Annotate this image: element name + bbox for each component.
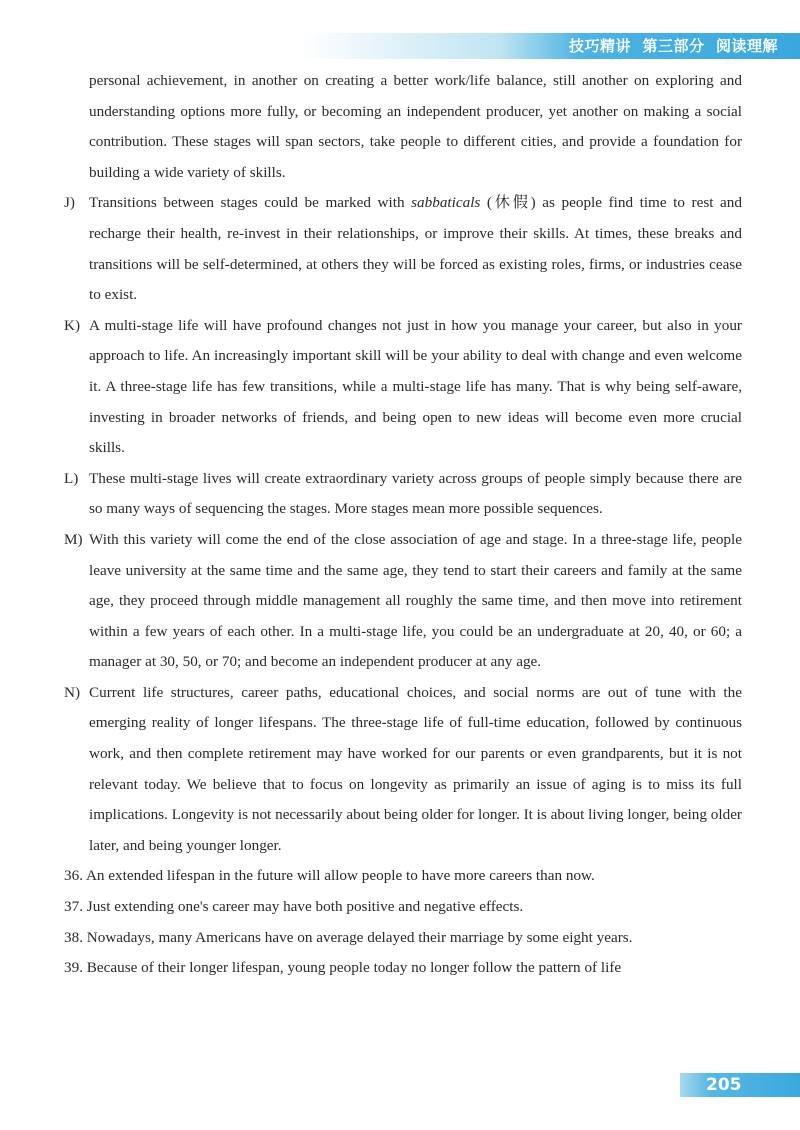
question-36 <box>64 861 742 892</box>
question-38 <box>64 923 742 954</box>
question-number: 36. <box>64 867 83 885</box>
paragraph-label: J) <box>64 194 75 212</box>
paragraph-label: N) <box>64 683 81 701</box>
paragraph-text: (休假) as people find time to rest and recharge their health, re-invest in their relationships, or improve their skills. At times, these breaks and transitions will be self-determined, at others they will be forced as existing roles, firms, or industries cease to exist. <box>89 194 742 304</box>
question-number: 37. <box>64 898 83 916</box>
page-number: 205 <box>706 1075 742 1095</box>
header-topic: 阅读理解 <box>715 37 778 55</box>
question-37 <box>64 892 742 923</box>
paragraph-label: K) <box>64 316 81 334</box>
paragraph-text: Current life structures, career paths, educational choices, and social norms are out of tune with the emerging reality of longer lifespans. The three-stage life of full-time education, followed by continuous work, and then complete retirement may have worked for our parents or even grandparents, but it is not relevant today. We believe that to focus on longevity as primarily an issue of aging is to miss its full implications. Longevity is not necessarily about being older for longer. It is about living longer, being older later, and being younger longer. <box>89 683 742 854</box>
paragraph-text: With this variety will come the end of the close association of age and stage. In a three-stage life, people leave university at the same time and the same age, they tend to start their careers and family at the same age, they proceed through middle management all roughly the same time, and then move into retirement within a few years of each other. In a multi-stage life, you could be an undergraduate at 20, 40, or 60; a manager at 30, 50, or 70; and become an independent producer at any age. <box>89 530 742 671</box>
paragraph-j <box>64 188 742 310</box>
section-header <box>569 33 778 59</box>
question-text: Because of their longer lifespan, young people today no longer follow the pattern of life <box>86 959 622 977</box>
page-content <box>64 66 742 984</box>
paragraph-n <box>64 678 742 862</box>
paragraph-label: L) <box>64 469 79 487</box>
paragraph-m <box>64 525 742 678</box>
question-text: An extended lifespan in the future will allow people to have more careers than now. <box>85 867 595 885</box>
paragraph-i-continuation: personal achievement, in another on creating a better work/life balance, still another on exploring and understanding options more fully, or becoming an independent producer, yet another on making a social contribution. These stages will span sectors, take people to different cities, and provide a foundation for building a wide variety of skills. <box>89 72 742 181</box>
paragraph-k <box>64 311 742 464</box>
header-section: 技巧精讲 <box>569 37 632 55</box>
paragraph-l <box>64 464 742 525</box>
paragraph-text: A multi-stage life will have profound changes not just in how you manage your career, but also in your approach to life. An increasingly important skill will be your ability to deal with change and even welcome it. A three-stage life has few transitions, while a multi-stage life has many. That is why being self-aware, investing in broader networks of friends, and being open to new ideas will become even more crucial skills. <box>89 316 742 457</box>
question-39 <box>64 953 742 984</box>
paragraph-text: These multi-stage lives will create extraordinary variety across groups of people simply because there are so many ways of sequencing the stages. More stages mean more possible sequences. <box>89 469 742 518</box>
paragraph-label: M) <box>64 530 83 548</box>
header-part: 第三部分 <box>642 37 705 55</box>
italic-term: sabbaticals <box>411 194 481 212</box>
question-text: Just extending one's career may have both positive and negative effects. <box>86 898 524 916</box>
question-number: 39. <box>64 959 83 977</box>
question-text: Nowadays, many Americans have on average delayed their marriage by some eight years. <box>86 928 633 946</box>
paragraph-text: Transitions between stages could be marked with <box>89 194 412 212</box>
question-number: 38. <box>64 928 83 946</box>
